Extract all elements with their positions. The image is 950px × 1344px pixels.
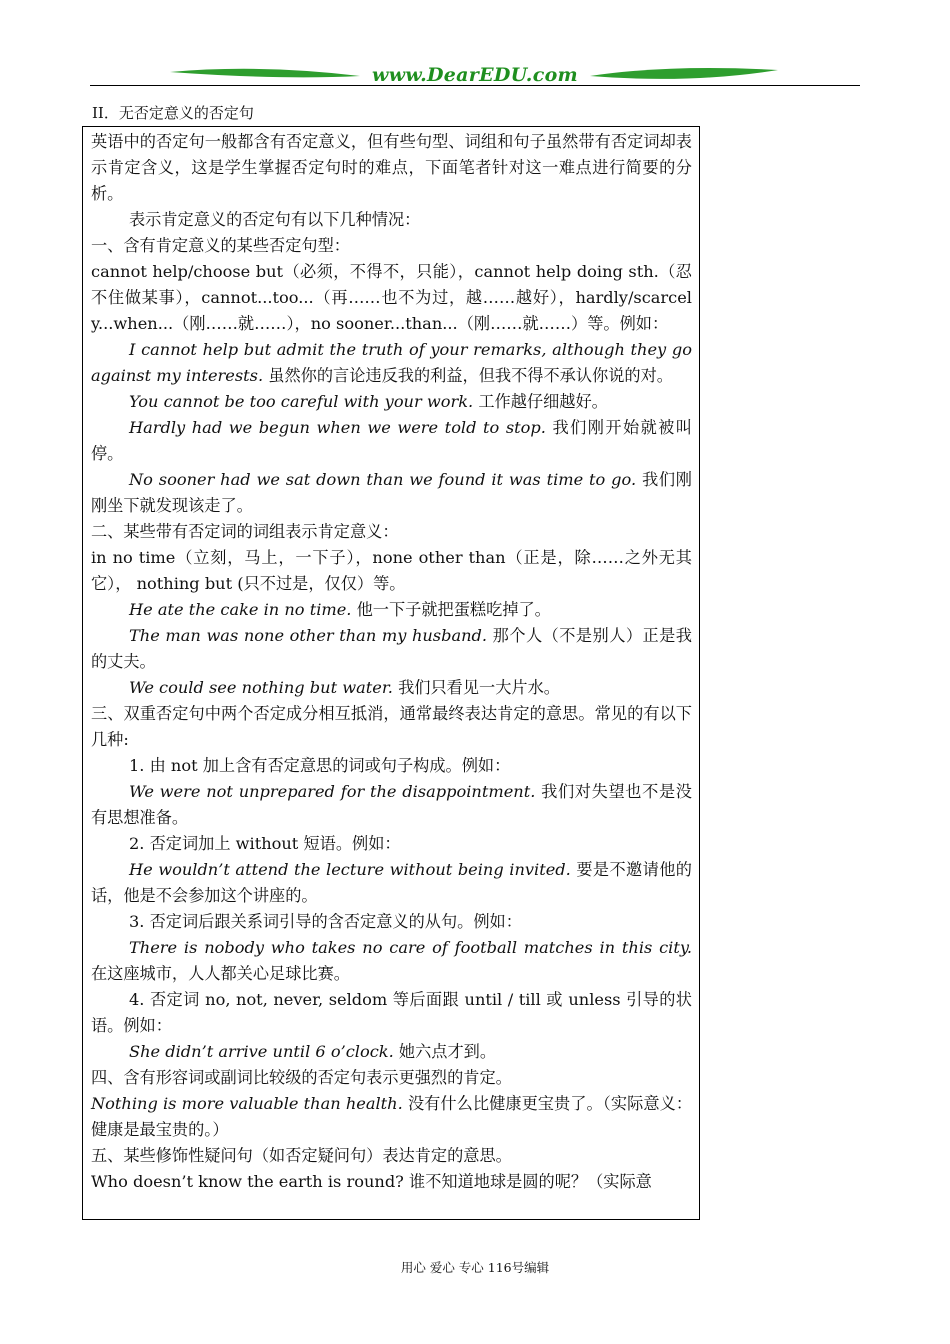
site-logo: [170, 62, 780, 88]
example-2: You cannot be too careful with your work. 工作越仔细越好。: [129, 392, 608, 411]
example-12: Nothing is more valuable than health. 没有什么比健康更宝贵了。（实际意义：健康是最宝贵的。）: [91, 1094, 693, 1139]
section-title: II．无否定意义的否定句: [92, 104, 254, 122]
heading-1: 一、含有肯定意义的某些否定句型：: [91, 236, 350, 255]
example-10: There is nobody who takes no care of football matches in this city. 在这座城市，人人都关心足球比赛。: [91, 938, 692, 983]
subpoint-3: 3. 否定词后跟关系词引导的含否定意义的从句。例如：: [129, 912, 522, 931]
cases-intro: 表示肯定意义的否定句有以下几种情况：: [129, 210, 421, 229]
example-7: We could see nothing but water. 我们只看见一大片水。: [129, 678, 560, 697]
example-9: He wouldn’t attend the lecture without being invited. 要是不邀请他的话，他是不会参加这个讲座的。: [91, 860, 692, 905]
subpoint-4: 4. 否定词 no, not, never, seldom 等后面跟 until / till 或 unless 引导的状语。例如：: [91, 990, 692, 1035]
content-box: [82, 126, 700, 1220]
example-4: No sooner had we sat down than we found it was time to go. 我们刚刚坐下就发现该走了。: [91, 470, 692, 515]
heading-5: 五、某些修饰性疑问句（如否定疑问句）表达肯定的意思。: [91, 1146, 512, 1165]
paragraph-2: in no time（立刻，马上，一下子），none other than（正是，除……之外无其它）， nothing but (只不过是，仅仅）等。: [91, 548, 692, 593]
example-13: Who doesn’t know the earth is round? 谁不知道地球是圆的呢？（实际意: [91, 1172, 652, 1191]
paragraph-1: cannot help/choose but（必须，不得不，只能），cannot help doing sth.（忍不住做某事），cannot...too...（再……也不为过，越……越好），hardly/scarcely...when...（刚……就……），no sooner...than...（刚……就……）等。例如：: [91, 262, 692, 333]
example-11: She didn’t arrive until 6 o’clock. 她六点才到。: [129, 1042, 497, 1061]
example-5: He ate the cake in no time. 他一下子就把蛋糕吃掉了。: [129, 600, 551, 619]
heading-3: 三、双重否定句中两个否定成分相互抵消，通常最终表达肯定的意思。常见的有以下几种:: [91, 704, 692, 749]
intro-paragraph: 英语中的否定句一般都含有否定意义，但有些句型、词组和句子虽然带有否定词却表示肯定含义，这是学生掌握否定句时的难点，下面笔者针对这一难点进行简要的分析。: [91, 132, 692, 203]
page-footer: 用心 爱心 专心 116号编辑: [400, 1260, 550, 1275]
subpoint-1: 1. 由 not 加上含有否定意思的词或句子构成。例如：: [129, 756, 511, 775]
example-3: Hardly had we begun when we were told to stop. 我们刚开始就被叫停。: [91, 418, 692, 463]
heading-4: 四、含有形容词或副词比较级的否定句表示更强烈的肯定。: [91, 1068, 512, 1087]
subpoint-2: 2. 否定词加上 without 短语。例如：: [129, 834, 401, 853]
example-8: We were not unprepared for the disappointment. 我们对失望也不是没有思想准备。: [91, 782, 692, 827]
logo-text: www.DearEDU.com: [372, 64, 578, 86]
example-1: I cannot help but admit the truth of your remarks, although they go against my interests. 虽然你的言论违反我的利益，但我不得不承认你说的对。: [91, 340, 692, 385]
example-6: The man was none other than my husband. 那个人（不是别人）正是我的丈夫。: [91, 626, 692, 671]
heading-2: 二、某些带有否定词的词组表示肯定意义：: [91, 522, 399, 541]
